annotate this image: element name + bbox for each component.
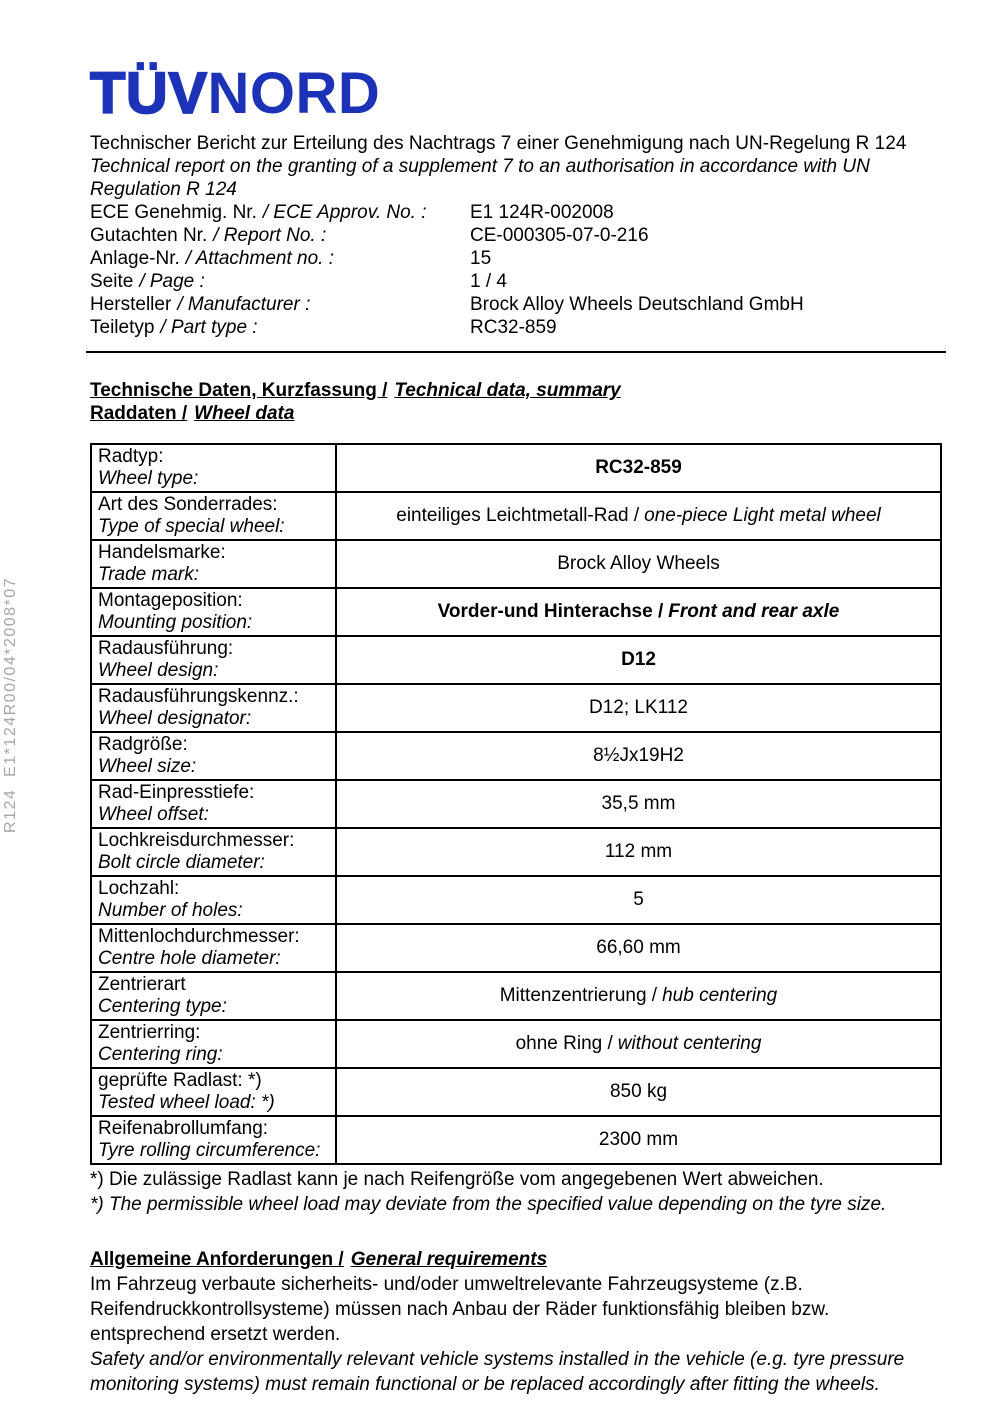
row-label — [91, 924, 336, 972]
field-label — [90, 316, 470, 339]
row-label-de: Radausführungskennz.: — [98, 686, 299, 707]
row-value — [336, 1116, 941, 1164]
row-label-en: Centering type: — [98, 996, 227, 1017]
general-requirements-section — [90, 1247, 942, 1397]
technical-data-heading-line2 — [90, 402, 942, 425]
field-row-report-no — [90, 224, 942, 247]
general-requirements-body-de: Im Fahrzeug verbaute sicherheits- und/oder umweltrelevante Fahrzeugsysteme (z.B. Reifendruckkontrollsysteme) müssen nach Anbau der Räder funktionsfähig bleiben bzw. entsprechend ersetzt werden. — [90, 1274, 830, 1345]
report-title-en: Technical report on the granting of a supplement 7 to an authorisation in accordance with UN Regulation R 124 — [90, 156, 870, 200]
table-row — [91, 924, 941, 972]
row-label-de: Reifenabrollumfang: — [98, 1118, 269, 1139]
field-label-en: / Report No. : — [213, 225, 327, 246]
field-row-ece — [90, 201, 942, 224]
table-row — [91, 636, 941, 684]
report-title-de: Technischer Bericht zur Erteilung des Nachtrags 7 einer Genehmigung nach UN-Regelung R 124 — [90, 133, 907, 154]
general-requirements-heading — [90, 1247, 942, 1272]
row-label-de: Zentrierart — [98, 974, 186, 995]
report-title — [90, 132, 942, 201]
row-label-en: Trade mark: — [98, 564, 200, 585]
section-divider — [86, 351, 946, 353]
field-label-de: Anlage-Nr. — [90, 248, 180, 269]
wheel-data-table — [90, 443, 942, 1165]
row-value-de: 8½Jx19H2 — [593, 745, 684, 766]
row-value — [336, 588, 941, 636]
heading-de: Technische Daten, Kurzfassung / — [90, 380, 388, 401]
row-value-de: RC32-859 — [595, 457, 682, 478]
subheading-de: Raddaten / — [90, 403, 188, 424]
field-value: Brock Alloy Wheels Deutschland GmbH — [470, 294, 804, 315]
row-value — [336, 1068, 941, 1116]
row-label-de: Mittenlochdurchmesser: — [98, 926, 300, 947]
field-label-en: / Manufacturer : — [177, 294, 311, 315]
technical-data-heading — [90, 379, 942, 425]
row-value-de: D12; LK112 — [589, 697, 688, 718]
row-value — [336, 828, 941, 876]
row-value-de: 850 kg — [609, 1081, 668, 1102]
row-value-de: 35,5 mm — [601, 793, 676, 814]
field-label-en: / Attachment no. : — [185, 248, 334, 269]
row-value — [336, 732, 941, 780]
logo-nord-text: NORD — [207, 61, 381, 126]
row-label-de: Montageposition: — [98, 590, 243, 611]
row-value — [336, 780, 941, 828]
row-label-de: Radausführung: — [98, 638, 234, 659]
table-row — [91, 972, 941, 1020]
row-value-de: 66,60 mm — [596, 937, 681, 958]
field-value: E1 124R-002008 — [470, 202, 614, 223]
general-requirements-body-en: Safety and/or environmentally relevant vehicle systems installed in the vehicle (e.g. tyre pressure monitoring systems) must remain functional or be replaced accordingly after fitting the wheels. — [90, 1349, 905, 1395]
field-label-en: / Part type : — [160, 317, 258, 338]
field-label-de: Hersteller — [90, 294, 172, 315]
row-label-de: Radtyp: — [98, 446, 164, 467]
row-label — [91, 540, 336, 588]
table-row — [91, 444, 941, 492]
row-label-en: Bolt circle diameter: — [98, 852, 265, 873]
field-value: 1 / 4 — [470, 271, 507, 292]
row-value — [336, 684, 941, 732]
row-value-de: einteiliges Leichtmetall-Rad / — [396, 505, 640, 526]
document-content — [90, 62, 942, 1397]
wheel-load-footnote — [90, 1167, 942, 1217]
row-label-en: Wheel type: — [98, 468, 199, 489]
row-value-de: 5 — [633, 889, 644, 910]
table-row — [91, 1068, 941, 1116]
footnote-en: *) The permissible wheel load may deviate from the specified value depending on the tyre size. — [90, 1194, 887, 1215]
table-row — [91, 684, 941, 732]
side-approval-code: R124 E1*124R00/04*2008*07 — [2, 576, 19, 833]
row-value — [336, 540, 941, 588]
table-row — [91, 1116, 941, 1164]
table-row — [91, 780, 941, 828]
row-label-en: Tyre rolling circumference: — [98, 1140, 321, 1161]
row-label-en: Number of holes: — [98, 900, 243, 921]
row-label-en: Wheel size: — [98, 756, 197, 777]
field-row-page — [90, 270, 942, 293]
row-value-de: Vorder-und Hinterachse / — [437, 601, 664, 622]
technical-data-heading-line1 — [90, 379, 942, 402]
row-label — [91, 636, 336, 684]
field-label-en: / Page : — [139, 271, 205, 292]
table-row — [91, 540, 941, 588]
field-row-attachment — [90, 247, 942, 270]
heading-de: Allgemeine Anforderungen / — [90, 1249, 344, 1270]
row-value — [336, 636, 941, 684]
header-fields — [90, 201, 942, 339]
row-value-de: Mittenzentrierung / — [499, 985, 658, 1006]
row-label — [91, 588, 336, 636]
field-label — [90, 247, 470, 270]
field-label-de: Teiletyp — [90, 317, 155, 338]
field-label-de: Gutachten Nr. — [90, 225, 208, 246]
row-value-en: without centering — [617, 1033, 762, 1054]
row-value-en: hub centering — [662, 985, 778, 1006]
field-label — [90, 201, 470, 224]
table-row — [91, 588, 941, 636]
subheading-en: Wheel data — [194, 403, 295, 424]
row-label-de: Lochkreisdurchmesser: — [98, 830, 295, 851]
row-label-en: Type of special wheel: — [98, 516, 285, 537]
field-row-part-type — [90, 316, 942, 339]
field-label-de: ECE Genehmig. Nr. — [90, 202, 257, 223]
row-value — [336, 1020, 941, 1068]
row-label — [91, 828, 336, 876]
table-row — [91, 492, 941, 540]
row-label-en: Wheel designator: — [98, 708, 252, 729]
field-label — [90, 270, 470, 293]
row-value-en: Front and rear axle — [668, 601, 840, 622]
field-label — [90, 293, 470, 316]
row-label-en: Mounting position: — [98, 612, 253, 633]
row-value-de: 2300 mm — [598, 1129, 679, 1150]
table-row — [91, 876, 941, 924]
table-row — [91, 732, 941, 780]
row-value — [336, 924, 941, 972]
row-value — [336, 492, 941, 540]
row-label-de: Radgröße: — [98, 734, 188, 755]
row-label-en: Wheel offset: — [98, 804, 209, 825]
row-label — [91, 1116, 336, 1164]
row-label-de: Handelsmarke: — [98, 542, 226, 563]
logo-tuv-text: TÜV — [90, 61, 208, 126]
row-value-de: 112 mm — [604, 841, 673, 862]
table-row — [91, 1020, 941, 1068]
row-label-en: Tested wheel load: *) — [98, 1092, 275, 1113]
heading-en: General requirements — [350, 1249, 548, 1270]
row-value — [336, 972, 941, 1020]
row-label-en: Wheel design: — [98, 660, 219, 681]
row-label — [91, 972, 336, 1020]
row-label-de: Rad-Einpresstiefe: — [98, 782, 255, 803]
row-label — [91, 1020, 336, 1068]
row-value-de: D12 — [621, 649, 656, 670]
row-label — [91, 780, 336, 828]
row-value — [336, 444, 941, 492]
heading-en: Technical data, summary — [394, 380, 621, 401]
row-value-de: Brock Alloy Wheels — [557, 553, 720, 574]
row-value-en: one-piece Light metal wheel — [644, 505, 881, 526]
field-label — [90, 224, 470, 247]
field-row-manufacturer — [90, 293, 942, 316]
field-value: CE-000305-07-0-216 — [470, 225, 649, 246]
field-value: RC32-859 — [470, 317, 557, 338]
tuv-nord-logo — [90, 62, 942, 126]
footnote-de: *) Die zulässige Radlast kann je nach Reifengröße vom angegebenen Wert abweichen. — [90, 1169, 824, 1190]
field-label-en: / ECE Approv. No. : — [262, 202, 427, 223]
row-value — [336, 876, 941, 924]
row-label — [91, 684, 336, 732]
table-row — [91, 828, 941, 876]
row-label-de: Zentrierring: — [98, 1022, 201, 1043]
row-label — [91, 732, 336, 780]
row-label — [91, 876, 336, 924]
row-value-de: ohne Ring / — [515, 1033, 613, 1054]
row-label-de: Lochzahl: — [98, 878, 180, 899]
row-label-en: Centre hole diameter: — [98, 948, 281, 969]
row-label — [91, 492, 336, 540]
field-value: 15 — [470, 248, 492, 269]
row-label-de: Art des Sonderrades: — [98, 494, 278, 515]
row-label-en: Centering ring: — [98, 1044, 223, 1065]
row-label-de: geprüfte Radlast: *) — [98, 1070, 262, 1091]
field-label-de: Seite — [90, 271, 134, 292]
row-label — [91, 1068, 336, 1116]
row-label — [91, 444, 336, 492]
